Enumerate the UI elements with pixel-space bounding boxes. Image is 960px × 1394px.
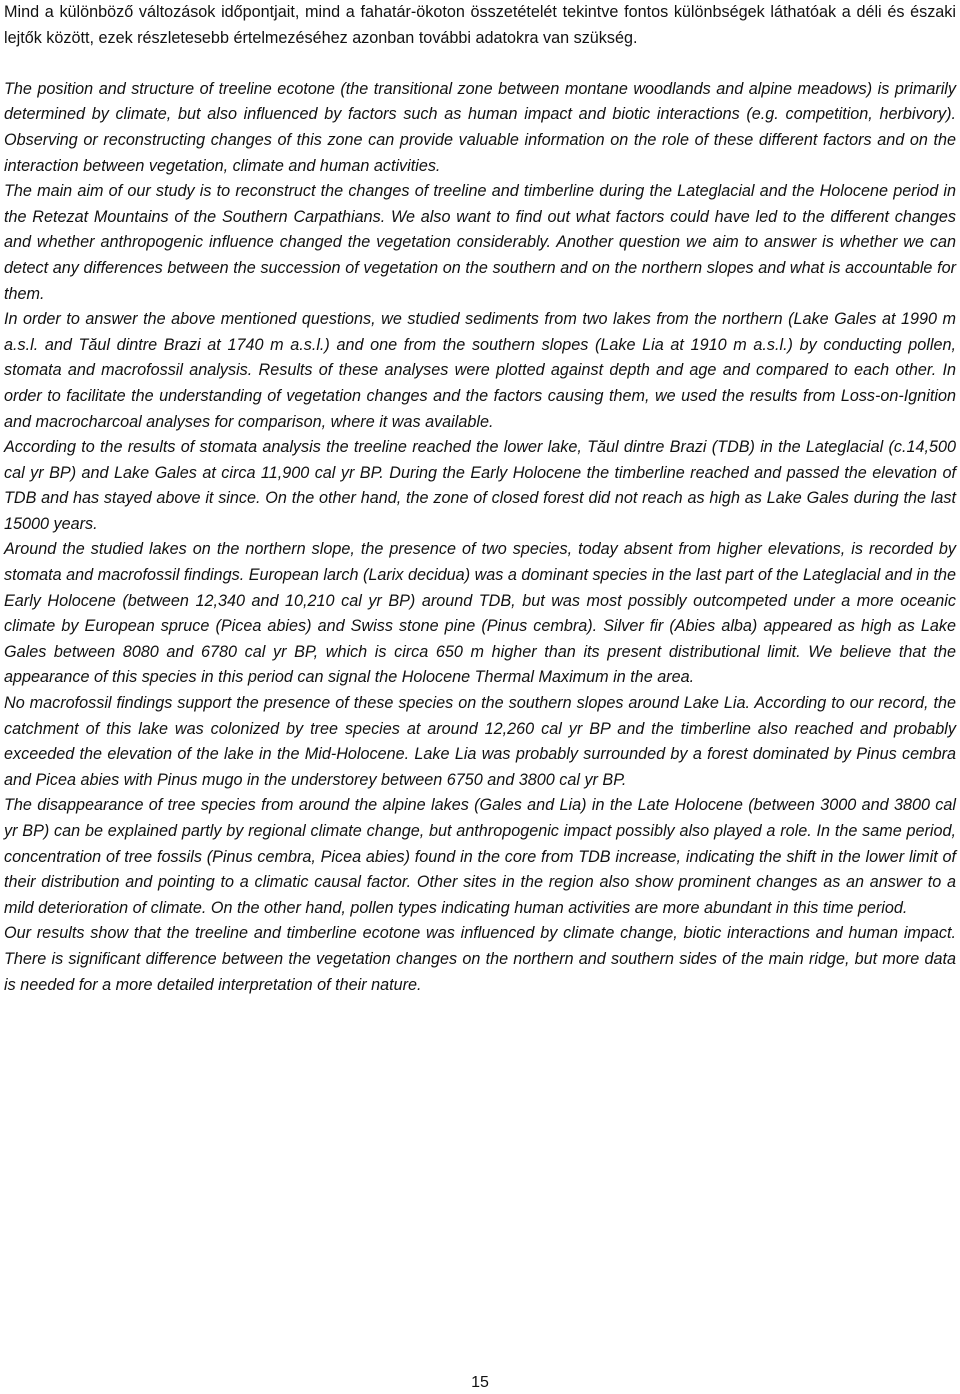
- abstract-paragraph-2: The main aim of our study is to reconstruct the changes of treeline and timberline during the Lateglacial and the Holocene period in the Retezat Mountains of the Southern Carpathians. We also want to find out what factors could have led to the different changes and whether anthropogenic influence changed the vegetation considerably. Another question we aim to answer is whether we can detect any differences between the succession of vegetation on the southern and on the northern slopes and what is accountable for them.: [4, 182, 956, 303]
- page-number: 15: [471, 1374, 489, 1391]
- abstract-paragraph-6: No macrofossil findings support the presence of these species on the southern slopes around Lake Lia. According to our record, the catchment of this lake was colonized by tree species at around 12,260 cal yr BP and the timberline also reached and probably exceeded the elevation of the lake in the Mid-Holocene. Lake Lia was probably surrounded by a forest dominated by Pinus cembra and Picea abies with Pinus mugo in the understorey between 6750 and 3800 cal yr BP.: [4, 694, 956, 789]
- abstract-paragraph-8: Our results show that the treeline and timberline ecotone was influenced by climate change, biotic interactions and human impact. There is significant difference between the vegetation changes on the northern and southern sides of the main ridge, but more data is needed for a more detailed interpretation of their nature.: [4, 924, 956, 994]
- abstract-paragraph-1: The position and structure of treeline ecotone (the transitional zone between montane woodlands and alpine meadows) is primarily determined by climate, but also influenced by factors such as human impact and biotic interactions (e.g. competition, herbivory). Observing or reconstructing changes of this zone can provide valuable information on the role of these different factors and on the interaction between vegetation, climate and human activities.: [4, 79, 956, 175]
- page-body: [4, 0, 956, 998]
- abstract-paragraph-5: Around the studied lakes on the northern slope, the presence of two species, today absent from higher elevations, is recorded by stomata and macrofossil findings. European larch (Larix decidua) was a dominant species in the last part of the Lateglacial and in the Early Holocene (between 12,340 and 10,210 cal yr BP) around TDB, but was most possibly outcompeted under a more oceanic climate by European spruce (Picea abies) and Swiss stone pine (Pinus cembra). Silver fir (Abies alba) appeared as high as Lake Gales between 8080 and 6780 cal yr BP, which is circa 650 m higher than its present distributional limit. We believe that the appearance of this species in this period can signal the Holocene Thermal Maximum in the area.: [4, 540, 957, 687]
- abstract-paragraph-7: The disappearance of tree species from around the alpine lakes (Gales and Lia) in the Late Holocene (between 3000 and 3800 cal yr BP) can be explained partly by regional climate change, but anthropogenic impact possibly also played a role. In the same period, concentration of tree fossils (Pinus cembra, Picea abies) found in the core from TDB increase, indicating the shift in the lower limit of their distribution and pointing to a climatic causal factor. Other sites in the region also show prominent changes as an answer to a mild deterioration of climate. On the other hand, pollen types indicating human activities are more abundant in this time period.: [4, 796, 956, 917]
- abstract-paragraph-4: According to the results of stomata analysis the treeline reached the lower lake, Tăul dintre Brazi (TDB) in the Lateglacial (c.14,500 cal yr BP) and Lake Gales at circa 11,900 cal yr BP. During the Early Holocene the timberline reached and passed the elevation of TDB and has stayed above it since. On the other hand, the zone of closed forest did not reach as high as Lake Gales during the last 15000 years.: [4, 438, 956, 533]
- abstract-paragraph-3: In order to answer the above mentioned questions, we studied sediments from two lakes from the northern (Lake Gales at 1990 m a.s.l. and Tăul dintre Brazi at 1740 m a.s.l.) and one from the southern slopes (Lake Lia at 1910 m a.s.l.) by conducting pollen, stomata and macrofossil analysis. Results of these analyses were plotted against depth and age and compared to each other. In order to facilitate the understanding of vegetation changes and the factors causing them, we used the results from Loss-on-Ignition and macrocharcoal analyses for comparison, where it was available.: [4, 310, 956, 431]
- hungarian-paragraph: Mind a különböző változások időpontjait, mind a fahatár-ökoton összetételét tekintve fontos különbségek láthatóak a déli és északi lejtők között, ezek részletesebb értelmezéséhez azonban további adatokra van szükség.: [4, 3, 956, 47]
